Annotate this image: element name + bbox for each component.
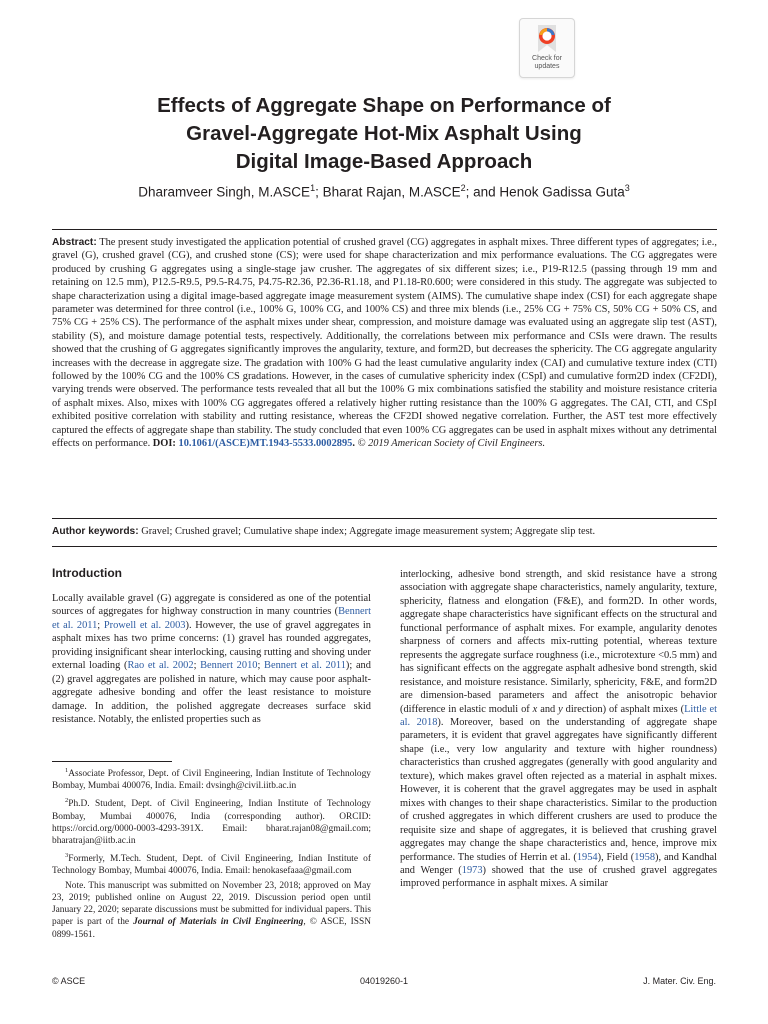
abstract: Abstract: The present study investigated the application potential of crushed gravel (CG) aggregates in asphalt mixes. Three different types of aggregates; i.e., gravel (G), crushed gravel (CG), and crushed stone (CS); were used for shape characterization and mix performance evaluations. The CG aggregates were produced by crushing G aggregates using a single-stage jaw crusher. The aggregates of six different sizes; i.e., P19-R12.5 (passing through 19 mm and retaining on 12.5 mm), P12.5-R9.5, P9.5-R4.75, P4.75-R2.36, P2.36-R1.18, and P1.18-R0.600; were considered in this study. The aggregate was subjected to shape characterization using a digital image-based aggregate image measurement system (AIMS). The cumulative shape index (CSI) for each aggregate shape parameter was determined for three control (i.e., 100% G, 100% CG, and 100% CS) and three mix blends (i.e., 25% CG + 75% CS, 50% CG + 50% CS, and 75% CG + 25% CS). The performance of the asphalt mixes under shear, compression, and moisture damage was evaluated using an aggregate slip test (AST), stability (S), and moisture damage potential tests, respectively. Additionally, the correlations between mix performance and CSIs were drawn. The results showed that the crushing of G aggregates significantly improves the angularity, texture, and form2D, but decreases the sphericity. The CG aggregate angularity increases with the decrease in aggregate size. The gradation with 100% G had the least cumulative angularity index (CAI) and cumulative texture index (CTI) followed by the 100% CG and the 100% CS gradations. However, in the cases of cumulative sphericity index (CSpI) and cumulative form2D index (CF2DI), varying trends were observed. The performance tests revealed that all but the 100% G mix combinations satisfied the stability and moisture resistance criteria of asphalt mixes. Also, mixes with 100% CG aggregates offered a relatively higher rutting resistance than the 100% G aggregates. The CAI, CTI, and CSpI exhibited positive correlation with stability and rutting resistance, whereas the CF2DI showed negative correlation. Further, the AST test more effectively captured the effects of aggregate shape than stability. The study concluded that even 100% CG aggregates can be used in asphalt mixes without any detrimental effects on performance. DOI: 10.1061/(ASCE)MT.1943-5533.0002895. © 2019 American Society of Civil Engineers. <box>52 237 717 450</box>
citation-link[interactable]: 1973 <box>461 864 483 876</box>
intro-left-column <box>52 592 371 727</box>
crossmark-icon <box>536 24 558 54</box>
footnote-text: Formerly, M.Tech. Student, Dept. of Civil Engineering, Indian Institute of Technology Bombay, Mumbai 400076, India. Email: henokasefaaa@gmail.com <box>52 853 371 877</box>
footer-publisher: © ASCE <box>52 976 86 986</box>
citation-link[interactable]: Prowell et al. 2003 <box>103 619 186 631</box>
intro-right-column <box>400 568 717 891</box>
note-text: , © ASCE, ISSN 0899-1561. <box>52 917 371 940</box>
body-text: ); and (2) gravel aggregates are polished in nature, which may cause poor asphalt-aggregate adhesive bonding and offer the least resistance to moisture damage. In addition, the polished aggregate decreases surface skid resistance. Notably, the enlisted properties such as <box>52 660 371 726</box>
paper-title <box>80 92 688 176</box>
divider <box>52 546 717 547</box>
abstract-label: Abstract: <box>52 237 97 248</box>
body-text: ; <box>257 660 265 672</box>
keywords-text: Gravel; Crushed gravel; Cumulative shape index; Aggregate image measurement system; Aggregate slip test. <box>141 526 596 537</box>
footnote-text: Ph.D. Student, Dept. of Civil Engineering, Indian Institute of Technology Bombay, Mumbai 400076, India (corresponding author). ORCID: https://orcid.org/0000-0003-4293-391X. Email: bharat.rajan08@gmail.com; bharatrajan@iitb.ac.in <box>52 799 371 846</box>
footnotes <box>52 765 371 944</box>
author-name: ; Bharat Rajan, M.ASCE <box>315 184 461 200</box>
footer-journal: J. Mater. Civ. Eng. <box>643 976 716 986</box>
footnote <box>52 765 371 792</box>
manuscript-note <box>52 880 371 940</box>
body-text: ). Moreover, based on the understanding of aggregate shape parameters, it is evident that gravel aggregates have significantly different shape (i.e., very low angularity and texture with higher roundness) characteristics than crushed aggregates (generally with good angularity and texture), which makes gravel often rejected as a material in asphalt mixes. However, it is coherent that the gravel aggregates may be used in asphalt mixes with changes to their shape characteristics. Similar to the production of crushed aggregates in which different crushers are used to produce the requisite size and shape of aggregates, it is believed that crushing gravel aggregates may change the shape characteristics and, hence, improve mix performance. The studies of Herrin et al. ( <box>400 716 717 863</box>
affiliation-marker: 1 <box>310 183 316 193</box>
author-name: ; and Henok Gadissa Guta <box>465 184 625 200</box>
footnote <box>52 795 371 847</box>
note-text: Note. This manuscript was submitted on November 23, 2018; approved on May 23, 2019; published online on August 22, 2019. Discussion period open until January 22, 2020; separate discussions must be submitted for individual papers. This paper is part of the <box>52 881 371 928</box>
body-text: ), and Kandhal and Wenger ( <box>400 851 718 876</box>
body-text: Locally available gravel (G) aggregate is considered as one of the potential sources of aggregates for highway construction in many countries ( <box>52 593 371 618</box>
citation-link[interactable]: Bennert et al. 2011 <box>52 606 371 631</box>
footnote-marker: 1 <box>65 767 69 774</box>
affiliation-marker: 2 <box>460 183 466 193</box>
body-text: ) showed that the use of crushed gravel aggregates improved performance in asphalt mixes. A similar <box>400 864 717 890</box>
title-line: Effects of Aggregate Shape on Performance of <box>157 94 611 117</box>
doi-link[interactable]: 10.1061/(ASCE)MT.1943-5533.0002895 <box>178 438 353 450</box>
body-text: interlocking, adhesive bond strength, and skid resistance have a strong association with aggregate shape characteristics, namely angularity, texture, sphericity, flatness and elongation (F&E), and form2D. In other words, aggregate shape characteristics have significant effects on the structural and functional performance of asphalt mixes. For example, angularity denotes sharpness of corners and affects mix-rutting potential, whereas texture represents the aggregate surface roughness (i.e., microtexture <0.5 mm) and has significant effects on the aggregate asphalt adhesive bond strength, skid resistance, and moisture resistance. Similarly, sphericity, F&E, and form2D are dimension-based parameters and affect the anisotropic behavior (difference in elastic moduli of <box>400 569 717 715</box>
body-text: and <box>537 703 559 715</box>
check-for-updates-badge[interactable] <box>519 18 575 78</box>
citation-link[interactable]: 1958 <box>634 851 656 863</box>
badge-label-2: updates <box>534 63 560 70</box>
body-text: ; <box>193 660 201 672</box>
abstract-text: The present study investigated the application potential of crushed gravel (CG) aggregates in asphalt mixes. Three different types of aggregates; i.e., gravel (G), crushed gravel (CG), and crushed stone (CS); were used for shape characterization and mix performance evaluations. The CG aggregates were produced by crushing G aggregates using a single-stage jaw crusher. The aggregates of six different sizes; i.e., P19-R12.5 (passing through 19 mm and retaining on 12.5 mm), P12.5-R9.5, P9.5-R4.75, P4.75-R2.36, P2.36-R1.18, and P1.18-R0.600; were considered in this study. The aggregate was subjected to shape characterization using a digital image-based aggregate image measurement system (AIMS). The cumulative shape index (CSI) for each aggregate shape parameter was determined for three control (i.e., 100% G, 100% CG, and 100% CS) and three mix blends (i.e., 25% CG + 75% CS, 50% CG + 50% CS, and 75% CG + 25% CS). The performance of the asphalt mixes under shear, compression, and moisture damage was evaluated using an aggregate slip test (AST), stability (S), and moisture damage potential tests, respectively. Additionally, the correlations between mix performance and CSIs were drawn. The results showed that the crushing of G aggregates significantly improves the angularity, texture, and form2D, but decreases the sphericity. The CG aggregate angularity increases with the decrease in aggregate size. The gradation with 100% G had the least cumulative angularity index (CAI) and cumulative texture index (CTI) followed by the 100% CG and the 100% CS gradations. However, in the cases of cumulative sphericity index (CSpI) and cumulative form2D index (CF2DI), varying trends were observed. The performance tests revealed that all but the 100% G mix combinations satisfied the stability and moisture resistance criteria of asphalt mixes. Also, mixes with 100% CG aggregates offered a relatively higher rutting resistance than the 100% G aggregates. The CAI, CTI, and CSpI exhibited positive correlation with stability and rutting resistance, whereas the CF2DI showed negative correlation. Further, the AST test more effectively captured the effects of aggregate shape than stability. The study concluded that even 100% CG aggregates can be used in asphalt mixes without any detrimental effects on performance. <box>52 237 717 450</box>
citation-link[interactable]: Bennert 2010 <box>200 660 258 672</box>
footnote-text: Associate Professor, Dept. of Civil Engineering, Indian Institute of Technology Bombay, Mumbai 400076, India. Email: dvsingh@civil.iitb.ac.in <box>52 769 371 792</box>
body-text: ), Field ( <box>597 851 635 863</box>
citation-link[interactable]: 1954 <box>576 851 598 863</box>
citation-link[interactable]: Rao et al. 2002 <box>127 660 194 672</box>
divider <box>52 229 717 230</box>
divider <box>52 518 717 519</box>
badge-label-1: Check for <box>532 55 562 62</box>
footnote <box>52 850 371 877</box>
section-heading: Introduction <box>52 566 122 580</box>
journal-name: Journal of Materials in Civil Engineering <box>133 917 304 928</box>
author-name: Dharamveer Singh, M.ASCE <box>138 184 311 200</box>
title-line: Digital Image-Based Approach <box>235 150 533 173</box>
body-text: direction) of asphalt mixes ( <box>562 703 685 715</box>
math-variable: x <box>532 703 538 715</box>
footer-page-id: 04019260-1 <box>359 976 409 986</box>
copyright: © 2019 American Society of Civil Engineers. <box>357 438 546 450</box>
keywords <box>52 525 717 538</box>
affiliation-marker: 3 <box>624 183 630 193</box>
citation-link[interactable]: Little et al. 2018 <box>400 703 717 728</box>
footnote-marker: 2 <box>65 797 69 805</box>
body-text: ). However, the use of gravel aggregates in asphalt mixes has two prime concerns: (1) gravel has rounded aggregates, providing insignificant shear interlocking, causing rutting and shoving under external loading ( <box>52 619 371 672</box>
keywords-label: Author keywords: <box>52 526 139 537</box>
body-text: ; <box>97 619 104 631</box>
citation-link[interactable]: Bennert et al. 2011 <box>264 660 346 672</box>
math-variable: y <box>558 703 563 715</box>
title-line: Gravel-Aggregate Hot-Mix Asphalt Using <box>186 122 582 145</box>
doi-label: DOI: <box>152 438 176 450</box>
footnote-marker: 3 <box>65 851 69 859</box>
footnote-rule <box>52 761 172 762</box>
author-list <box>60 183 708 200</box>
